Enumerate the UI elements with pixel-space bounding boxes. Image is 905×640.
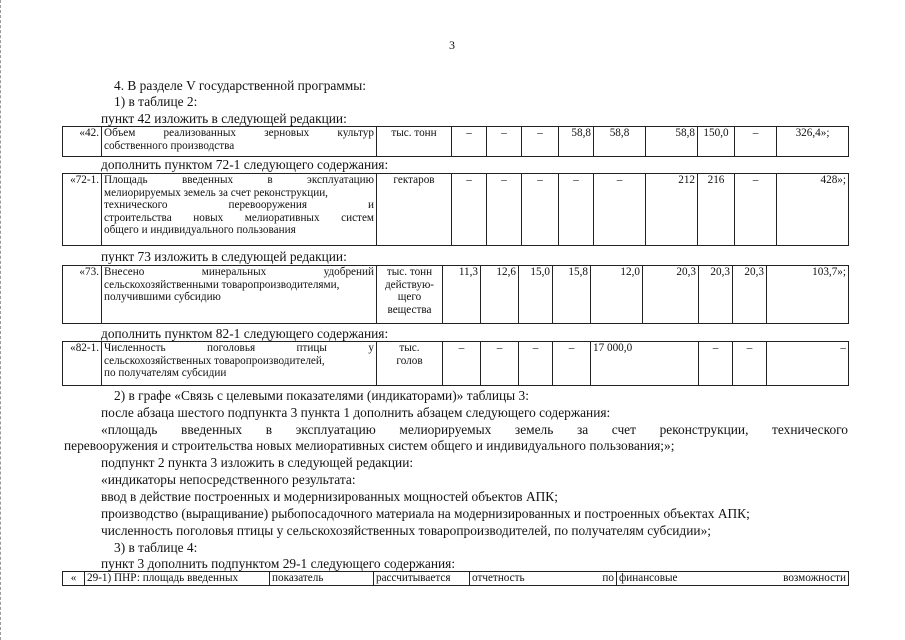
- value-cell: –: [443, 342, 481, 386]
- indicator-cell: показатель: [270, 572, 374, 586]
- page-edge: [0, 0, 3, 640]
- row-number: «72-1.: [63, 174, 102, 246]
- indicator-name: Внесено минеральных удобрений сельскохозяйственными товаропроизводителями, получившими субсидию: [102, 266, 377, 324]
- value-cell: 20,3: [699, 266, 733, 324]
- table-row-72-1: [62, 173, 849, 246]
- value-cell: 150,0: [698, 127, 735, 157]
- total-cell: 428»;: [777, 174, 849, 246]
- intro-item-73: пункт 73 изложить в следующей редакции:: [101, 249, 347, 264]
- value-cell: –: [452, 127, 487, 157]
- value-cell: 58,8: [594, 127, 646, 157]
- para-production: производство (выращивание) рыбопосадочного материала на модернизированных и построенных объектах АПК;: [101, 506, 750, 521]
- section-heading: 4. В разделе V государственной программы:: [114, 78, 366, 93]
- row-number: «42.: [63, 127, 102, 157]
- intro-item-72-1: дополнить пунктом 72-1 следующего содержания:: [101, 157, 389, 172]
- value-cell: 15,0: [519, 266, 553, 324]
- para-indicators: «индикаторы непосредственного результата:: [101, 472, 356, 487]
- unit: тыс. голов: [377, 342, 443, 386]
- value-cell: 58,8: [646, 127, 698, 157]
- row-open-quote: «: [63, 572, 85, 586]
- value-cell: –: [594, 174, 646, 246]
- para-poultry: численность поголовья птицы у сельскохозяйственных товаропроизводителей, по получателям субсидии»;: [101, 523, 711, 538]
- value-cell: –: [735, 174, 777, 246]
- unit: тыс. тонн действую- щего вещества: [377, 266, 443, 324]
- para-quote-line1: «площадь введенных в эксплуатацию мелиорируемых земель за счет реконструкции, технического: [101, 422, 848, 437]
- table-row-42: [62, 126, 849, 157]
- para-vvod: ввод в действие построенных и модернизированных мощностей объектов АПК;: [101, 489, 558, 504]
- unit: гектаров: [377, 174, 452, 246]
- value-cell: 20,3: [643, 266, 699, 324]
- para-item-29-1: пункт 3 дополнить подпунктом 29-1 следующего содержания:: [101, 556, 456, 571]
- value-cell: 12,6: [481, 266, 519, 324]
- value-cell: 17 000,0: [591, 342, 699, 386]
- total-cell: 103,7»;: [767, 266, 849, 324]
- intro-item-82-1: дополнить пунктом 82-1 следующего содержания:: [101, 326, 389, 341]
- measure-name: 29-1) ПНР: площадь введенных: [85, 572, 270, 586]
- table-row-73: [62, 265, 849, 324]
- value-cell: 20,3: [733, 266, 767, 324]
- para-quote-line2: перевооружения и строительства новых мелиоративных систем общего и индивидуального пользования;»;: [64, 438, 675, 453]
- value-cell: –: [487, 174, 522, 246]
- unit: тыс. тонн: [377, 127, 452, 157]
- para-table3: 2) в графе «Связь с целевыми показателями (индикаторами)» таблицы 3:: [114, 388, 529, 403]
- value-cell: 58,8: [559, 127, 594, 157]
- value-cell: –: [487, 127, 522, 157]
- indicator-name: Площадь введенных в эксплуатацию мелиорируемых земель за счет реконструкции, технического перевооружения и строительства новых мелиоративных систем общего и индивидуального пользования: [102, 174, 377, 246]
- row-number: «73.: [63, 266, 102, 324]
- row-number: «82-1.: [63, 342, 102, 386]
- value-cell: 212: [646, 174, 698, 246]
- value-cell: –: [481, 342, 519, 386]
- reporting-cell: отчетность по: [470, 572, 617, 586]
- value-cell: –: [733, 342, 767, 386]
- subsection-table2: 1) в таблице 2:: [114, 94, 198, 109]
- value-cell: –: [452, 174, 487, 246]
- value-cell: –: [699, 342, 733, 386]
- value-cell: –: [767, 342, 849, 386]
- value-cell: 15,8: [553, 266, 591, 324]
- intro-item-42: пункт 42 изложить в следующей редакции:: [101, 111, 347, 126]
- value-cell: 216: [698, 174, 735, 246]
- value-cell: 11,3: [443, 266, 481, 324]
- total-cell: 326,4»;: [777, 127, 849, 157]
- value-cell: –: [735, 127, 777, 157]
- financial-cell: финансовые возможности: [617, 572, 849, 586]
- value-cell: –: [553, 342, 591, 386]
- value-cell: 12,0: [591, 266, 643, 324]
- value-cell: –: [519, 342, 553, 386]
- page-number: 3: [449, 38, 455, 52]
- para-after-abzac: после абзаца шестого подпункта 3 пункта 1 дополнить абзацем следующего содержания:: [101, 405, 611, 420]
- indicator-name: Численность поголовья птицы у сельскохозяйственных товаропроизводителей, по получателям субсидии: [102, 342, 377, 386]
- value-cell: –: [522, 127, 559, 157]
- table-row-82-1: [62, 341, 849, 386]
- indicator-name: Объем реализованных зерновых культур собственного производства: [102, 127, 377, 157]
- calculation-cell: рассчитывается: [374, 572, 470, 586]
- value-cell: –: [522, 174, 559, 246]
- para-table4: 3) в таблице 4:: [114, 540, 198, 555]
- value-cell: –: [559, 174, 594, 246]
- table-row-29-1: [62, 571, 849, 586]
- para-subpoint2: подпункт 2 пункта 3 изложить в следующей редакции:: [101, 455, 414, 470]
